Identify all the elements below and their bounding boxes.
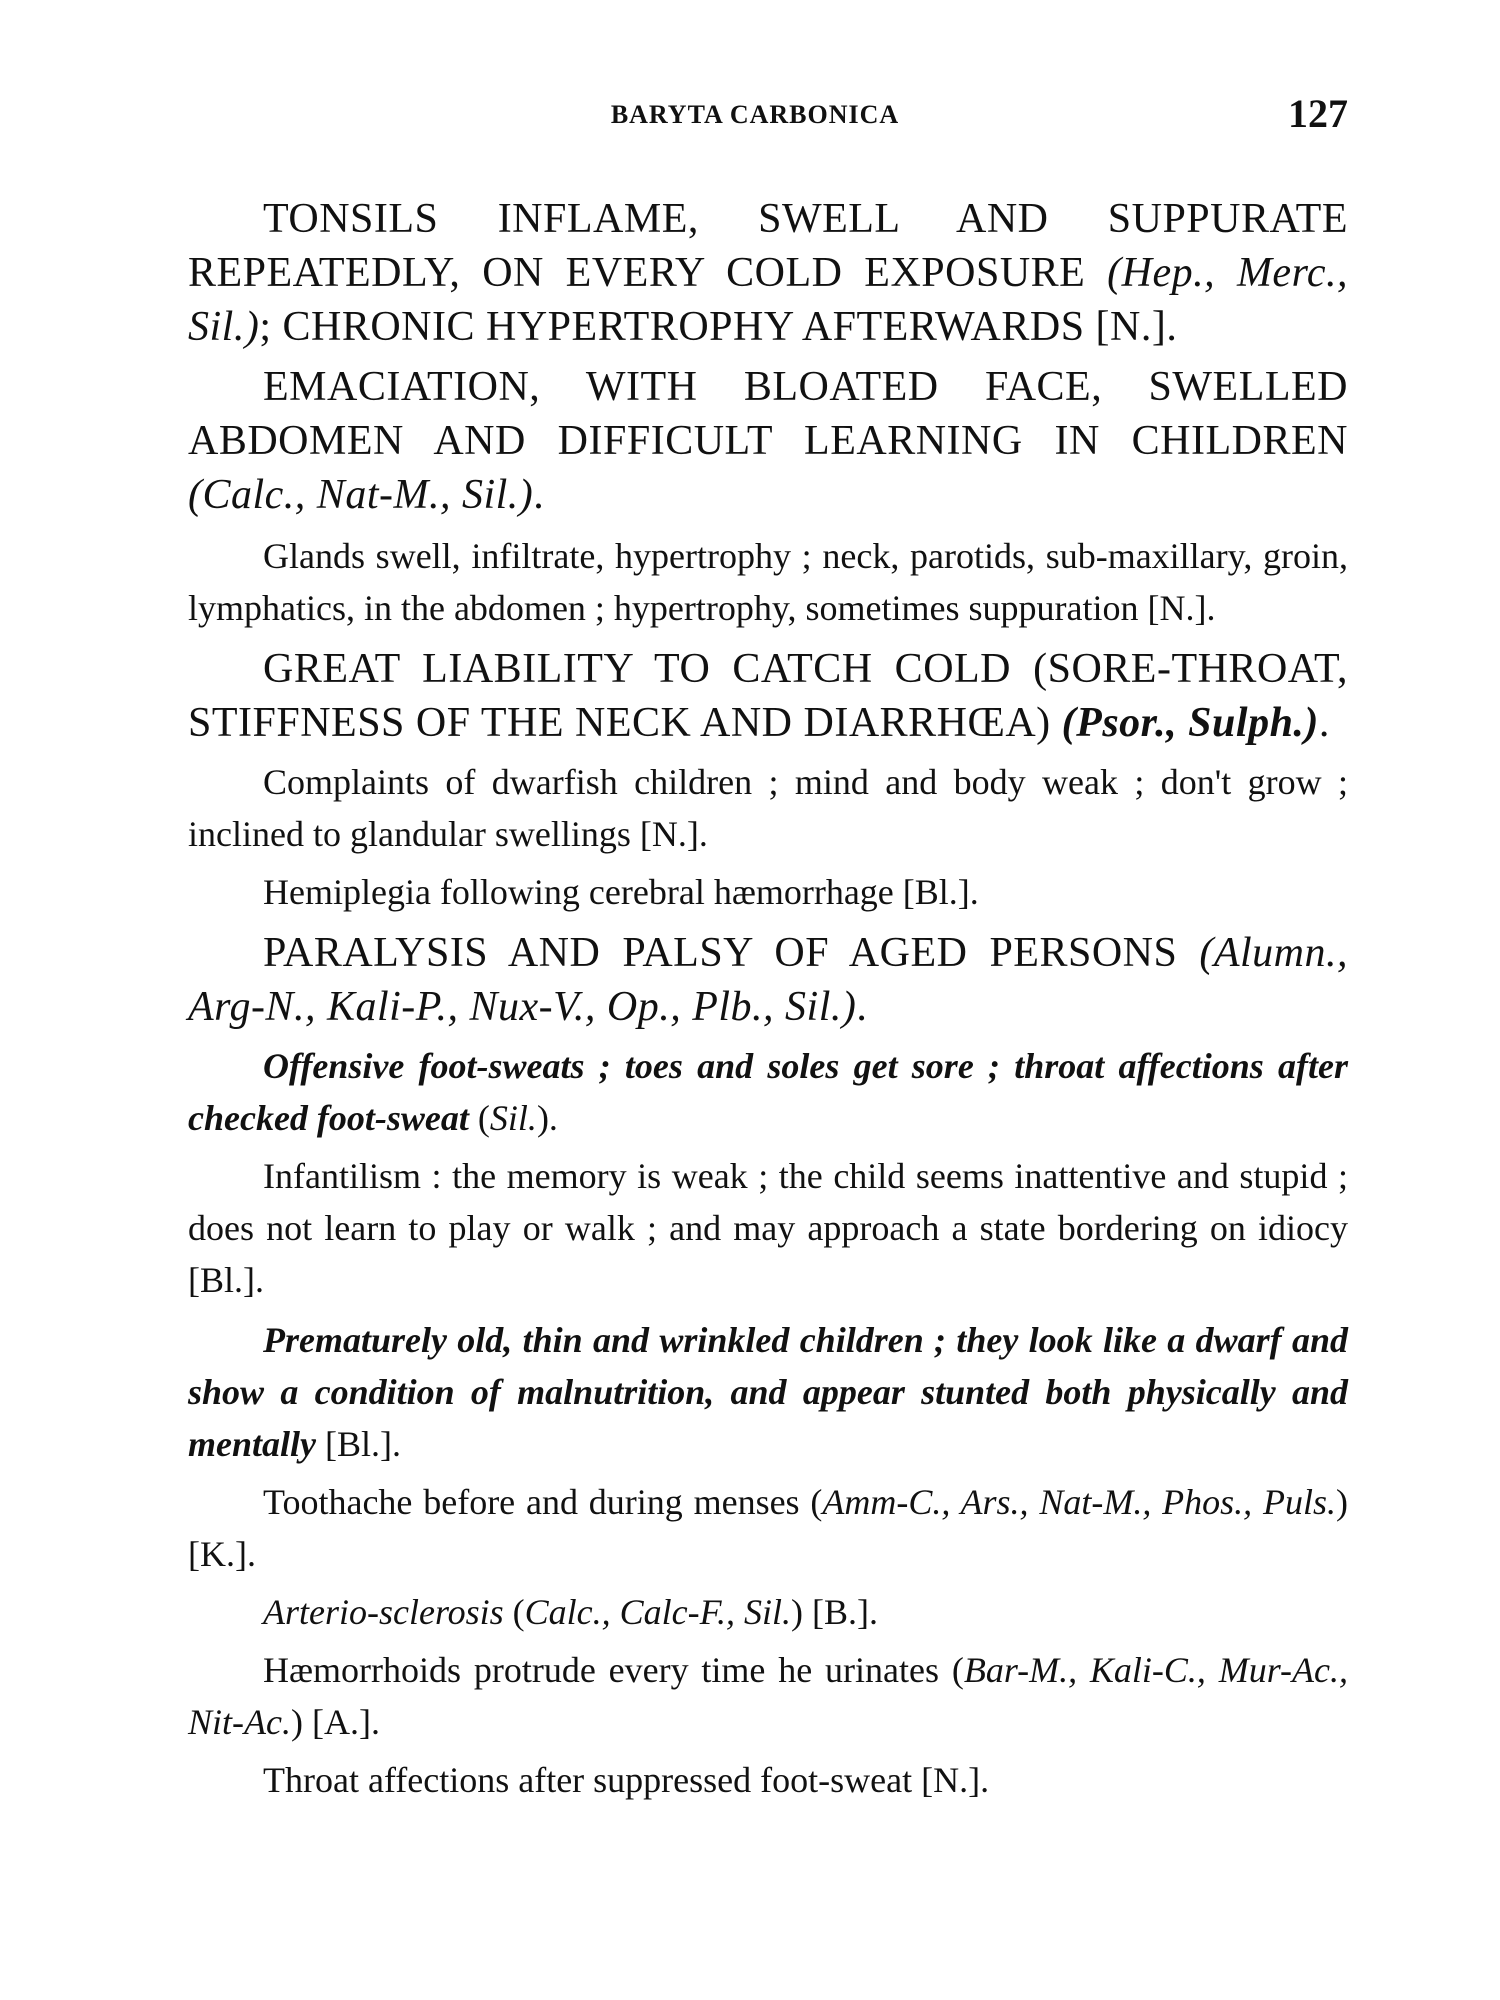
paragraph-tail: ; CHRONIC HYPERTROPHY AFTERWARDS [N.].: [259, 304, 1178, 350]
paragraph-text: Infantilism : the memory is weak ; the child seems inattentive and stupid ; does not learn to play or walk ; and may approach a state bordering on idiocy [Bl.].: [188, 1156, 1348, 1300]
paragraph-liability-cold: [188, 642, 1348, 750]
remedy-reference: Sil.: [489, 1098, 537, 1138]
paragraph-text: (: [468, 1098, 490, 1138]
paragraph-emaciation: [188, 360, 1348, 522]
paragraph-text: Throat affections after suppressed foot-sweat [N.].: [263, 1760, 990, 1800]
paragraph-tonsils: [188, 192, 1348, 354]
paragraph-italic-text: Offensive foot-sweats ; toes and soles get sore ; throat affections after checked foot-sweat: [188, 1046, 1348, 1138]
body-text: [188, 192, 1348, 1812]
paragraph-text: EMACIATION, WITH BLOATED FACE, SWELLED ABDOMEN AND DIFFICULT LEARNING IN CHILDREN: [188, 364, 1348, 464]
paragraph-paralysis: [188, 926, 1348, 1034]
paragraph-text: PARALYSIS AND PALSY OF AGED PERSONS: [263, 930, 1200, 976]
paragraph-text: Toothache before and during menses (: [263, 1482, 823, 1522]
remedy-reference: (Psor., Sulph.): [1061, 700, 1319, 746]
paragraph-infantilism: [188, 1150, 1348, 1306]
paragraph-tail: [Bl.].: [316, 1424, 401, 1464]
paragraph-text: Hemiplegia following cerebral hæmorrhage [Bl.].: [263, 872, 979, 912]
paragraph-italic-text: Arterio-sclerosis: [263, 1592, 504, 1632]
remedy-reference: (Alumn., Arg-N., Kali-P., Nux-V., Op., Plb., Sil.): [188, 930, 1348, 1030]
paragraph-throat-affections: [188, 1754, 1348, 1806]
paragraph-haemorrhoids: [188, 1644, 1348, 1748]
paragraph-text: Complaints of dwarfish children ; mind and body weak ; don't grow ; inclined to glandular swellings [N.].: [188, 762, 1348, 854]
page-number: 127: [1288, 91, 1348, 136]
paragraph-tail: ) [B.].: [790, 1592, 878, 1632]
paragraph-dwarfish-children: [188, 756, 1348, 860]
paragraph-text: Hæmorrhoids protrude every time he urinates (: [263, 1650, 964, 1690]
paragraph-arterio-sclerosis: [188, 1586, 1348, 1638]
paragraph-text: TONSILS INFLAME, SWELL AND SUPPURATE REPEATEDLY, ON EVERY COLD EXPOSURE: [188, 196, 1348, 296]
remedy-reference: Bar-M., Kali-C., Mur-Ac., Nit-Ac.: [188, 1650, 1349, 1742]
remedy-reference: Calc., Calc-F., Sil.: [524, 1592, 791, 1632]
paragraph-hemiplegia: [188, 866, 1348, 918]
paragraph-tail: .: [856, 984, 868, 1030]
paragraph-tail: .: [1318, 700, 1330, 746]
paragraph-tail: .: [533, 472, 545, 518]
paragraph-glands: [188, 530, 1348, 634]
paragraph-text: (: [503, 1592, 525, 1632]
paragraph-italic-text: Prematurely old, thin and wrinkled children ; they look like a dwarf and show a condition of malnutrition, and appear stunted both physically and mentally: [188, 1320, 1348, 1464]
paragraph-text: Glands swell, infiltrate, hypertrophy ; neck, parotids, sub-maxillary, groin, lymphatics, in the abdomen ; hypertrophy, sometimes suppuration [N.].: [188, 536, 1348, 628]
paragraph-tail: ).: [536, 1098, 558, 1138]
paragraph-toothache: [188, 1476, 1348, 1580]
remedy-reference: Amm-C., Ars., Nat-M., Phos., Puls.: [822, 1482, 1336, 1522]
paragraph-prematurely-old: [188, 1314, 1348, 1470]
paragraph-text: GREAT LIABILITY TO CATCH COLD (SORE-THROAT, STIFFNESS OF THE NECK AND DIARRHŒA): [188, 646, 1348, 746]
running-head: BARYTA CARBONICA: [610, 100, 900, 129]
remedy-reference: (Calc., Nat-M., Sil.): [188, 472, 534, 518]
paragraph-foot-sweats: [188, 1040, 1348, 1144]
paragraph-tail: ) [K.].: [188, 1482, 1348, 1574]
paragraph-tail: ) [A.].: [290, 1702, 380, 1742]
remedy-reference: (Hep., Merc., Sil.): [188, 250, 1348, 350]
